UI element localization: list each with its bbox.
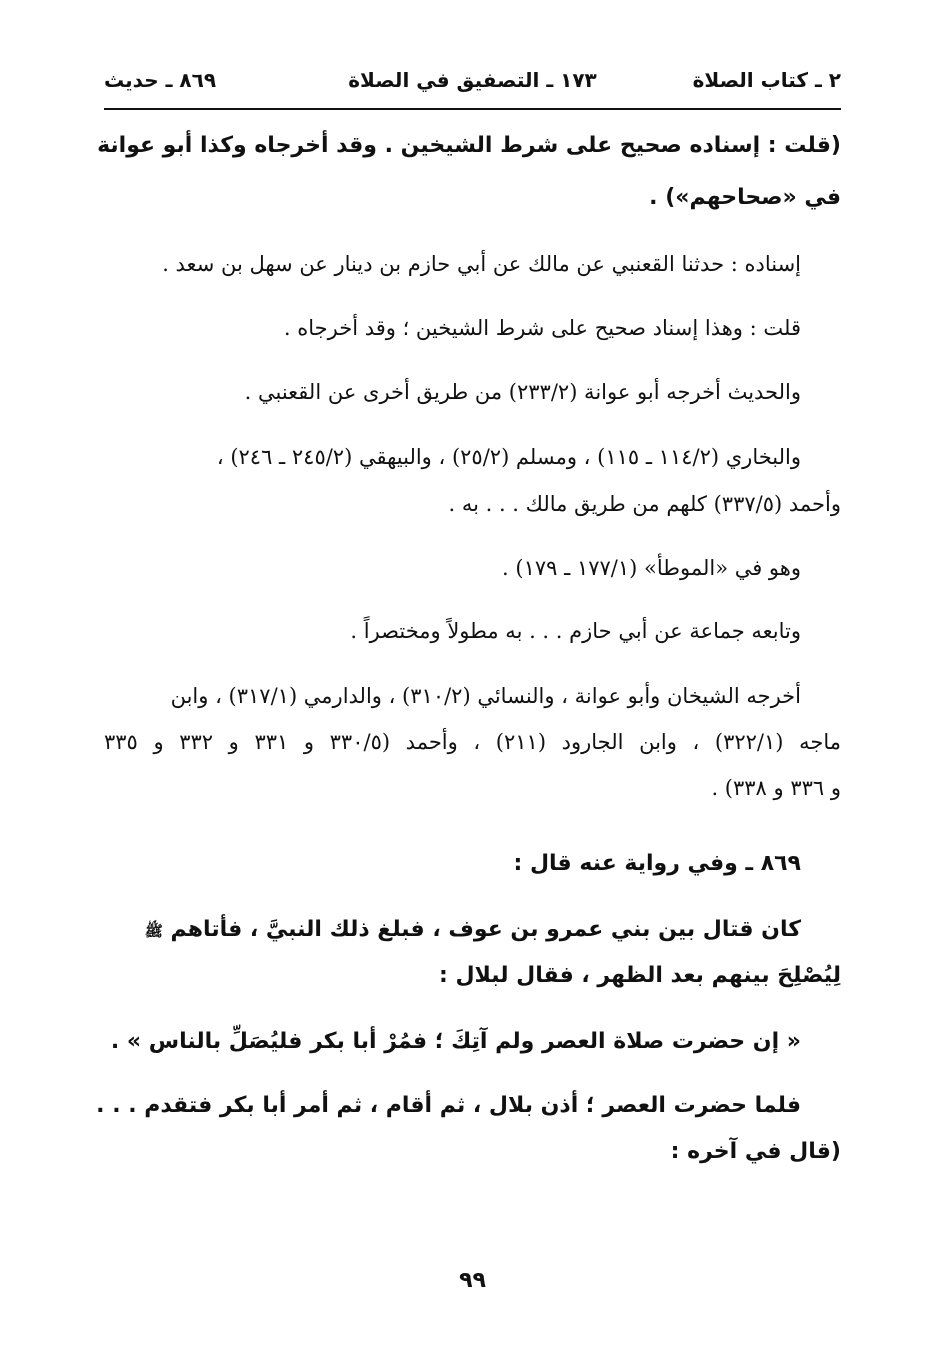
header-hadith-number: ٨٦٩ ـ حديث [104, 68, 217, 92]
mutaba-line: وتابعه جماعة عن أبي حازم . . . به مطولاً ومختصراً . [350, 619, 801, 643]
salla-symbol: ﷺ [144, 922, 163, 940]
takhrij-line: وأحمد (٣٣٧/٥) كلهم من طريق مالك . . . به . [448, 492, 841, 516]
commentary-line: (قلت : إسناده صحيح على شرط الشيخين . وقد أخرجاه وكذا أبو عوانة [97, 133, 841, 158]
hadith-text-line: فلما حضرت العصر ؛ أذن بلال ، ثم أقام ، ثم أمر أبا بكر فتقدم . . . [96, 1093, 801, 1118]
takhrij-line: و ٣٣٦ و ٣٣٨) . [711, 776, 841, 800]
header-chapter-title: ١٧٣ ـ التصفيق في الصلاة [348, 68, 597, 92]
hadith-heading: ٨٦٩ ـ وفي رواية عنه قال : [513, 851, 801, 876]
takhrij-line: أخرجه الشيخان وأبو عوانة ، والنسائي (٣١٠/٢) ، والدارمي (٣١٧/١) ، وابن [170, 684, 801, 708]
hadith-text-line: « إن حضرت صلاة العصر ولم آتِكَ ؛ فمُرْ أبا بكر فليُصَلِّ بالناس » . [110, 1029, 801, 1054]
header-rule [104, 108, 841, 110]
commentary-line: في «صحاحهم») . [649, 185, 841, 210]
running-header [104, 68, 841, 108]
isnad-line: إسناده : حدثنا القعنبي عن مالك عن أبي حازم بن دينار عن سهل بن سعد . [162, 252, 801, 276]
takhrij-line: ماجه (٣٢٢/١) ، وابن الجارود (٢١١) ، وأحمد (٣٣٠/٥ و ٣٣١ و ٣٣٢ و ٣٣٥ [104, 730, 841, 754]
header-book-title: ٢ ـ كتاب الصلاة [692, 68, 841, 92]
hadith-text-line: (قال في آخره : [670, 1139, 841, 1164]
takhrij-line: والحديث أخرجه أبو عوانة (٢٣٣/٢) من طريق أخرى عن القعنبي . [244, 380, 801, 404]
hadith-text-line [104, 914, 841, 947]
takhrij-line: والبخاري (١١٤/٢ ـ ١١٥) ، ومسلم (٢٥/٢) ، والبيهقي (٢٤٥/٢ ـ ٢٤٦) ، [216, 445, 801, 469]
hadith-text-line: لِيُصْلِحَ بينهم بعد الظهر ، فقال لبلال : [439, 963, 841, 988]
page-number: ٩٩ [459, 1268, 486, 1293]
verdict-line: قلت : وهذا إسناد صحيح على شرط الشيخين ؛ وقد أخرجاه . [283, 316, 801, 340]
muwatta-line: وهو في «الموطأ» (١٧٧/١ ـ ١٧٩) . [502, 556, 801, 580]
hadith-text: كان قتال بين بني عمرو بن عوف ، فبلغ ذلك النبيَّ ، فأتاهم [170, 917, 801, 942]
